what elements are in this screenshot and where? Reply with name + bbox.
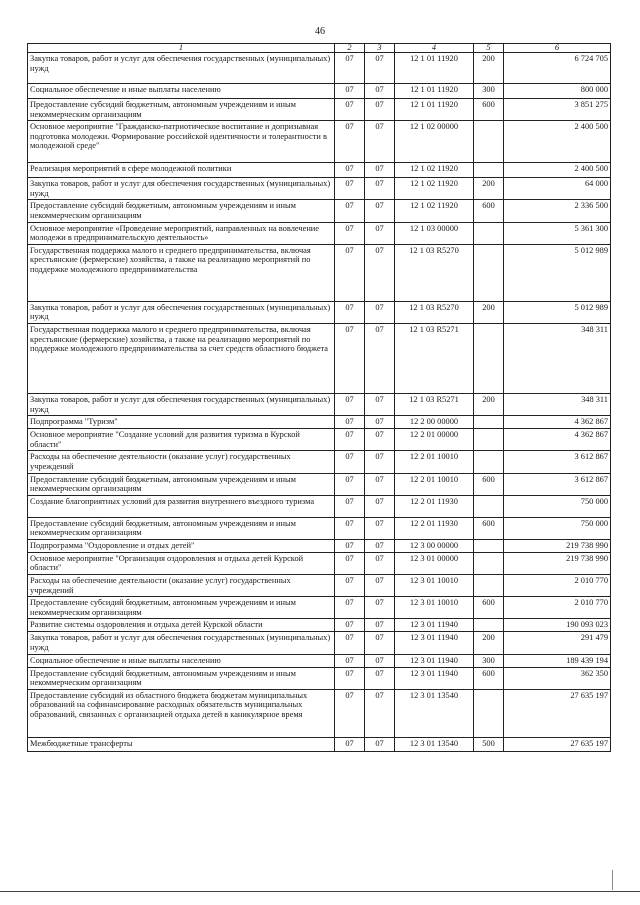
row-expense-type [474,323,504,393]
row-section: 07 [335,416,365,429]
row-target-code: 12 3 01 10010 [395,575,474,597]
row-expense-type: 200 [474,632,504,654]
row-expense-type [474,539,504,552]
table-row [28,552,611,574]
row-target-code: 12 2 01 00000 [395,429,474,451]
row-name: Предоставление субсидий бюджетным, автономным учреждениям и иным некоммерческим организациям [28,597,335,619]
row-section: 07 [335,632,365,654]
table-row [28,429,611,451]
table-row [28,495,611,517]
row-section: 07 [335,222,365,244]
table-row [28,632,611,654]
row-amount: 219 738 990 [504,539,611,552]
row-subsection: 07 [365,552,395,574]
table-row [28,393,611,415]
table-row [28,654,611,667]
row-target-code: 12 1 03 R5270 [395,244,474,301]
row-target-code: 12 1 03 R5271 [395,323,474,393]
row-amount: 4 362 867 [504,416,611,429]
row-amount: 5 012 989 [504,301,611,323]
row-expense-type: 600 [474,597,504,619]
row-expense-type: 600 [474,473,504,495]
row-subsection: 07 [365,200,395,222]
table-row [28,323,611,393]
row-expense-type: 600 [474,517,504,539]
row-expense-type [474,244,504,301]
row-name: Основное мероприятие "Создание условий для развития туризма в Курской области" [28,429,335,451]
row-amount: 291 479 [504,632,611,654]
row-section: 07 [335,597,365,619]
row-section: 07 [335,451,365,473]
budget-table [27,43,611,752]
row-section: 07 [335,163,365,178]
row-subsection: 07 [365,495,395,517]
row-name: Социальное обеспечение и иные выплаты населению [28,654,335,667]
row-name: Закупка товаров, работ и услуг для обеспечения государственных (муниципальных) нужд [28,178,335,200]
row-amount: 190 093 023 [504,619,611,632]
row-name: Расходы на обеспечение деятельности (оказание услуг) государственных учреждений [28,575,335,597]
row-subsection: 07 [365,53,395,84]
row-expense-type [474,619,504,632]
row-amount: 2 400 500 [504,163,611,178]
row-subsection: 07 [365,323,395,393]
row-target-code: 12 1 01 11920 [395,53,474,84]
row-name: Предоставление субсидий бюджетным, автономным учреждениям и иным некоммерческим организациям [28,99,335,121]
row-section: 07 [335,575,365,597]
table-row [28,539,611,552]
row-section: 07 [335,473,365,495]
header-col-3: 3 [365,44,395,53]
table-row [28,84,611,99]
row-section: 07 [335,244,365,301]
row-section: 07 [335,121,365,163]
row-expense-type [474,689,504,737]
row-target-code: 12 1 02 11920 [395,200,474,222]
table-row [28,737,611,751]
row-amount: 348 311 [504,393,611,415]
row-expense-type: 600 [474,200,504,222]
row-expense-type [474,552,504,574]
row-name: Подпрограмма "Оздоровление и отдых детей" [28,539,335,552]
row-target-code: 12 3 01 10010 [395,597,474,619]
row-subsection: 07 [365,416,395,429]
table-row [28,244,611,301]
row-amount: 5 012 989 [504,244,611,301]
row-section: 07 [335,552,365,574]
header-col-4: 4 [395,44,474,53]
row-subsection: 07 [365,473,395,495]
row-target-code: 12 1 03 00000 [395,222,474,244]
row-subsection: 07 [365,301,395,323]
row-section: 07 [335,99,365,121]
row-subsection: 07 [365,121,395,163]
row-subsection: 07 [365,575,395,597]
row-subsection: 07 [365,689,395,737]
row-name: Предоставление субсидий бюджетным, автономным учреждениям и иным некоммерческим организациям [28,200,335,222]
bottom-rule [0,891,640,892]
row-subsection: 07 [365,632,395,654]
row-subsection: 07 [365,667,395,689]
row-amount: 2 010 770 [504,597,611,619]
row-target-code: 12 3 01 11940 [395,667,474,689]
table-row [28,200,611,222]
row-section: 07 [335,654,365,667]
row-section: 07 [335,53,365,84]
row-amount: 189 439 194 [504,654,611,667]
row-name: Основное мероприятие "Организация оздоровления и отдыха детей Курской области" [28,552,335,574]
row-target-code: 12 1 02 11920 [395,163,474,178]
table-row [28,301,611,323]
row-target-code: 12 1 01 11920 [395,84,474,99]
row-expense-type [474,495,504,517]
row-expense-type: 300 [474,84,504,99]
row-expense-type: 300 [474,654,504,667]
header-col-1: 1 [28,44,335,53]
row-subsection: 07 [365,393,395,415]
row-name: Основное мероприятие "Гражданско-патриотическое воспитание и допризывная подготовка молодежи. Формирование российской идентичности и толерантности в молодежной среде" [28,121,335,163]
row-amount: 750 000 [504,495,611,517]
table-row [28,597,611,619]
row-amount: 4 362 867 [504,429,611,451]
row-target-code: 12 2 01 10010 [395,473,474,495]
row-target-code: 12 2 01 10010 [395,451,474,473]
row-subsection: 07 [365,84,395,99]
row-name: Предоставление субсидий бюджетным, автономным учреждениям и иным некоммерческим организациям [28,473,335,495]
row-name: Закупка товаров, работ и услуг для обеспечения государственных (муниципальных) нужд [28,53,335,84]
row-subsection: 07 [365,244,395,301]
row-amount: 362 350 [504,667,611,689]
row-expense-type [474,163,504,178]
row-name: Основное мероприятие «Проведение мероприятий, направленных на вовлечение молодежи в предпринимательскую деятельность» [28,222,335,244]
row-section: 07 [335,737,365,751]
row-section: 07 [335,178,365,200]
row-name: Предоставление субсидий бюджетным, автономным учреждениям и иным некоммерческим организациям [28,517,335,539]
row-expense-type: 600 [474,99,504,121]
row-name: Закупка товаров, работ и услуг для обеспечения государственных (муниципальных) нужд [28,632,335,654]
row-subsection: 07 [365,163,395,178]
row-target-code: 12 2 01 11930 [395,517,474,539]
table-row [28,163,611,178]
header-col-2: 2 [335,44,365,53]
row-amount: 27 635 197 [504,737,611,751]
row-section: 07 [335,323,365,393]
row-section: 07 [335,200,365,222]
table-row [28,178,611,200]
row-target-code: 12 3 01 00000 [395,552,474,574]
row-expense-type: 200 [474,178,504,200]
row-name: Расходы на обеспечение деятельности (оказание услуг) государственных учреждений [28,451,335,473]
row-name: Социальное обеспечение и иные выплаты населению [28,84,335,99]
row-name: Создание благоприятных условий для развития внутреннего въездного туризма [28,495,335,517]
row-expense-type [474,222,504,244]
row-target-code: 12 3 01 11940 [395,654,474,667]
row-subsection: 07 [365,619,395,632]
row-target-code: 12 1 03 R5271 [395,393,474,415]
row-section: 07 [335,517,365,539]
row-section: 07 [335,689,365,737]
row-target-code: 12 3 01 13540 [395,689,474,737]
row-amount: 5 361 300 [504,222,611,244]
row-section: 07 [335,667,365,689]
row-target-code: 12 1 03 R5270 [395,301,474,323]
row-subsection: 07 [365,654,395,667]
row-amount: 3 851 275 [504,99,611,121]
row-section: 07 [335,539,365,552]
row-expense-type: 600 [474,667,504,689]
row-subsection: 07 [365,451,395,473]
row-amount: 2 010 770 [504,575,611,597]
row-expense-type [474,575,504,597]
table-row [28,416,611,429]
row-name: Предоставление субсидий из областного бюджета бюджетам муниципальных образований на софинансирование расходных обязательств муниципальных образований, связанных с организацией отдыха детей в каникулярное время [28,689,335,737]
row-amount: 219 738 990 [504,552,611,574]
row-expense-type [474,429,504,451]
row-amount: 3 612 867 [504,451,611,473]
row-amount: 64 000 [504,178,611,200]
row-subsection: 07 [365,429,395,451]
page-number: 46 [315,26,325,37]
row-amount: 3 612 867 [504,473,611,495]
row-expense-type: 200 [474,53,504,84]
row-subsection: 07 [365,597,395,619]
table-row [28,222,611,244]
row-expense-type [474,121,504,163]
row-name: Закупка товаров, работ и услуг для обеспечения государственных (муниципальных) нужд [28,393,335,415]
row-target-code: 12 3 00 00000 [395,539,474,552]
row-name: Государственная поддержка малого и среднего предпринимательства, включая крестьянские (фермерские) хозяйства, а также на реализацию мероприятий по поддержке молодежного предпринимательства [28,244,335,301]
table-row [28,451,611,473]
row-amount: 750 000 [504,517,611,539]
row-expense-type [474,416,504,429]
row-subsection: 07 [365,517,395,539]
row-expense-type [474,451,504,473]
row-amount: 27 635 197 [504,689,611,737]
row-target-code: 12 3 01 13540 [395,737,474,751]
row-target-code: 12 2 00 00000 [395,416,474,429]
row-target-code: 12 3 01 11940 [395,632,474,654]
row-expense-type: 200 [474,301,504,323]
row-expense-type: 200 [474,393,504,415]
row-name: Реализация мероприятий в сфере молодежной политики [28,163,335,178]
row-section: 07 [335,393,365,415]
header-col-5: 5 [474,44,504,53]
row-amount: 2 400 500 [504,121,611,163]
row-name: Предоставление субсидий бюджетным, автономным учреждениям и иным некоммерческим организациям [28,667,335,689]
row-section: 07 [335,301,365,323]
table-row [28,99,611,121]
margin-mark [612,870,613,890]
table-row [28,517,611,539]
row-subsection: 07 [365,539,395,552]
row-name: Закупка товаров, работ и услуг для обеспечения государственных (муниципальных) нужд [28,301,335,323]
row-target-code: 12 1 01 11920 [395,99,474,121]
table-row [28,53,611,84]
row-name: Межбюджетные трансферты [28,737,335,751]
row-name: Подпрограмма "Туризм" [28,416,335,429]
table-row [28,619,611,632]
row-subsection: 07 [365,99,395,121]
table-row [28,689,611,737]
row-target-code: 12 1 02 11920 [395,178,474,200]
row-subsection: 07 [365,737,395,751]
row-amount: 348 311 [504,323,611,393]
header-col-6: 6 [504,44,611,53]
table-row [28,473,611,495]
table-row [28,575,611,597]
row-section: 07 [335,619,365,632]
row-target-code: 12 2 01 11930 [395,495,474,517]
row-target-code: 12 3 01 11940 [395,619,474,632]
row-expense-type: 500 [474,737,504,751]
row-subsection: 07 [365,222,395,244]
row-section: 07 [335,495,365,517]
row-name: Государственная поддержка малого и среднего предпринимательства, включая крестьянские (фермерские) хозяйства, а также на реализацию мероприятий по поддержке молодежного предпринимательства за счет средств областного бюджета [28,323,335,393]
row-target-code: 12 1 02 00000 [395,121,474,163]
row-subsection: 07 [365,178,395,200]
row-amount: 6 724 705 [504,53,611,84]
table-row [28,667,611,689]
row-amount: 2 336 500 [504,200,611,222]
table-header-row [28,44,611,53]
row-name: Развитие системы оздоровления и отдыха детей Курской области [28,619,335,632]
row-amount: 800 000 [504,84,611,99]
table-row [28,121,611,163]
row-section: 07 [335,429,365,451]
row-section: 07 [335,84,365,99]
